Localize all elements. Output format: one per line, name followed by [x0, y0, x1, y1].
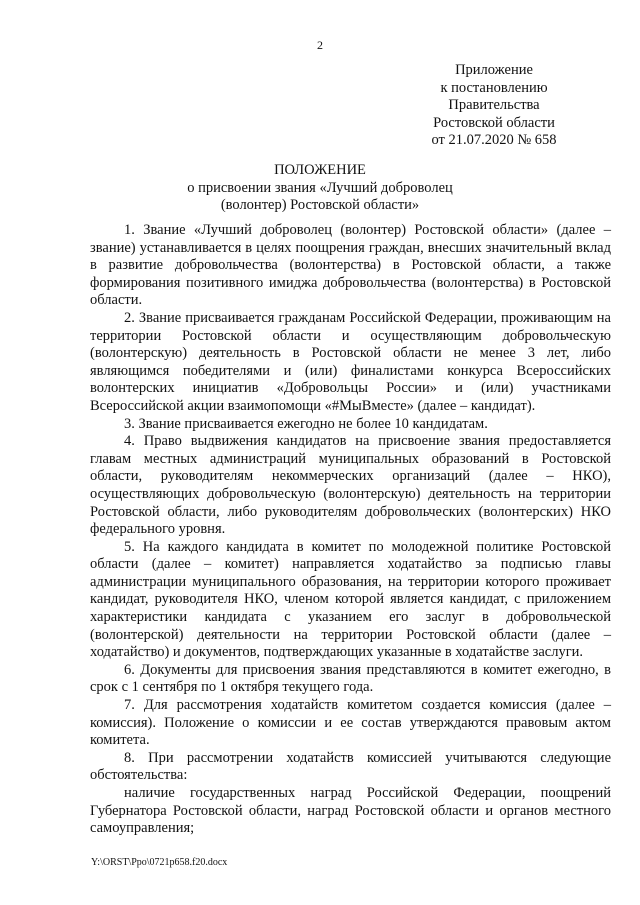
paragraph-7: 7. Для рассмотрения ходатайств комитетом создается комиссия (далее – комиссия). Положение о комиссии и ее состав утверждаются правовым актом комитета.: [90, 697, 611, 749]
document-body: [90, 222, 611, 838]
paragraph-5: 5. На каждого кандидата в комитет по молодежной политике Ростовской области (далее – комитет) направляется ходатайство за подписью главы администрации муниципального образования, на территории которого проживает кандидат, руководителя НКО, членом которой является кандидат, с приложением характеристики кандидата с указанием его заслуг в добровольческой (волонтерской) деятельности на территории Ростовской области (далее – ходатайство) и документов, подтверждающих указанные в ходатайстве заслуги.: [90, 538, 611, 661]
appendix-line: Ростовской области: [433, 114, 555, 131]
appendix-line: к постановлению: [440, 79, 548, 96]
appendix-block: [404, 62, 584, 150]
paragraph-8-item: наличие государственных наград Российской Федерации, поощрений Губернатора Ростовской области, наград Ростовской области и органов местного самоуправления;: [90, 785, 611, 837]
document-title: [0, 162, 640, 215]
paragraph-1: 1. Звание «Лучший доброволец (волонтер) Ростовской области» (далее – звание) устанавливается в целях поощрения граждан, внесших значительный вклад в развитие добровольчества (волонтерства) в Ростовской области, а также формирования позитивного имиджа добровольчества (волонтерства) в Ростовской области.: [90, 222, 611, 309]
file-path-footer: Y:\ORST\Ppo\0721p658.f20.docx: [91, 857, 228, 868]
paragraph-4: 4. Право выдвижения кандидатов на присвоение звания предоставляется главам местных администраций муниципальных образований в Ростовской области, руководителям некоммерческих организаций (далее – НКО), осуществляющих добровольческую (волонтерскую) деятельность на территории Ростовской области, либо руководителям добровольческих (волонтерских) НКО федерального уровня.: [90, 433, 611, 538]
paragraph-8: 8. При рассмотрении ходатайств комиссией учитываются следующие обстоятельства:: [90, 749, 611, 784]
appendix-line: Правительства: [448, 97, 540, 113]
title-subtitle: о присвоении звания «Лучший доброволец: [187, 179, 453, 196]
paragraph-6: 6. Документы для присвоения звания представляются в комитет ежегодно, в срок с 1 сентября по 1 октября текущего года.: [90, 661, 611, 696]
appendix-line: от 21.07.2020 № 658: [431, 132, 557, 148]
title-subtitle: (волонтер) Ростовской области»: [220, 197, 420, 213]
appendix-line: Приложение: [455, 62, 533, 78]
page-number: 2: [317, 38, 323, 52]
title-heading: ПОЛОЖЕНИЕ: [274, 162, 366, 178]
paragraph-2: 2. Звание присваивается гражданам Российской Федерации, проживающим на территории Ростовской области и осуществляющим добровольческую (волонтерскую) деятельность в Ростовской области не менее 3 лет, либо являющимся победителями и (или) финалистами конкурса Всероссийских волонтерских инициатив «Добровольцы России» и (или) участниками Всероссийской акции взаимопомощи «#МыВместе» (далее – кандидат).: [90, 309, 611, 414]
paragraph-3: 3. Звание присваивается ежегодно не более 10 кандидатам.: [124, 415, 488, 432]
